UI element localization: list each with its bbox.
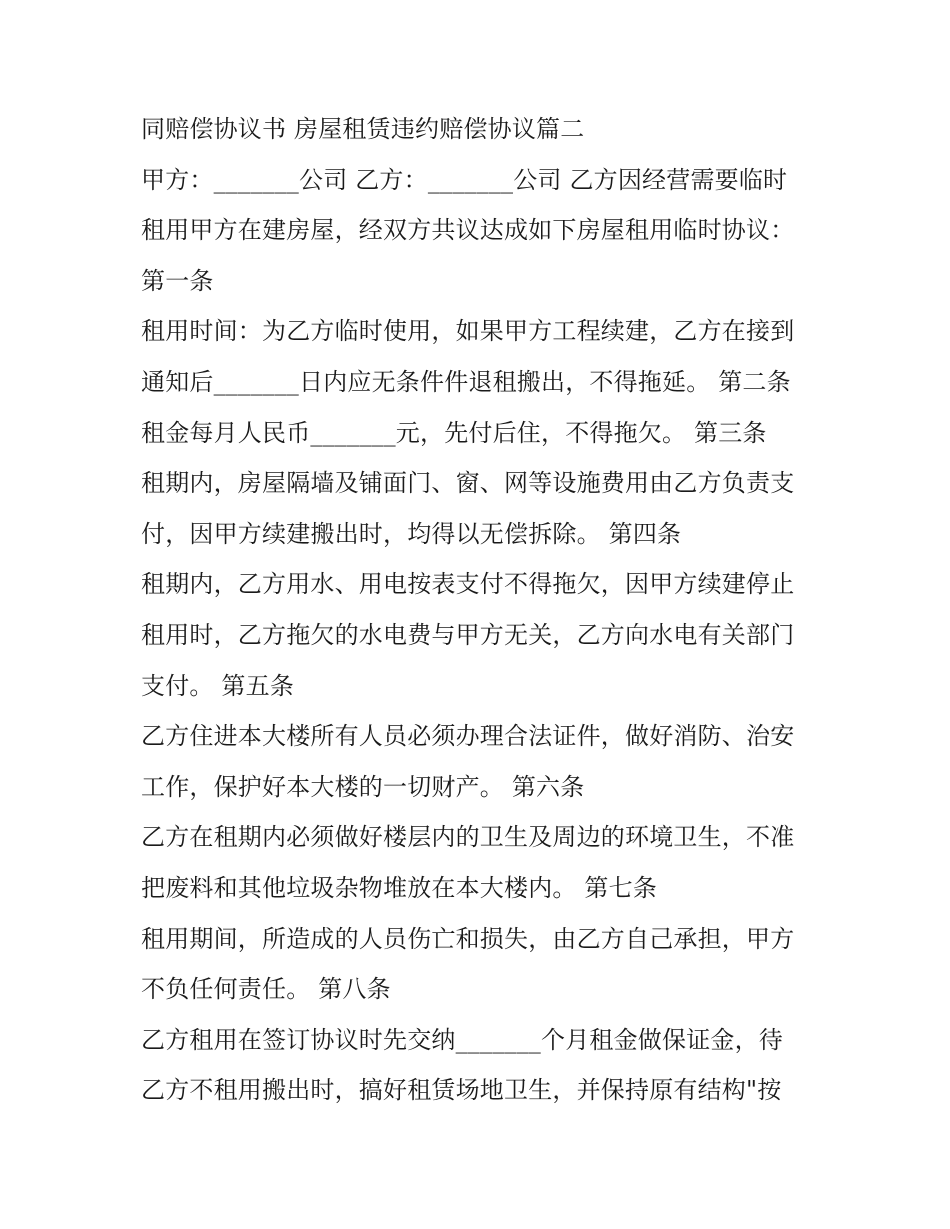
text-line: 通知后_______日内应无条件件退租搬出，不得拖延。 第二条 [141, 367, 791, 396]
text-line: 不负任何责任。 第八条 [141, 975, 391, 1004]
text-line: 乙方住进本大楼所有人员必须办理合法证件，做好消防、治安 [141, 722, 795, 751]
text-line: 租金每月人民币_______元，先付后住，不得拖欠。 第三条 [141, 418, 767, 447]
document-title-line: 同赔偿协议书 房屋租赁违约赔偿协议篇二 [141, 115, 585, 143]
text-line: 支付。 第五条 [141, 671, 295, 700]
text-line: 工作，保护好本大楼的一切财产。 第六条 [141, 772, 585, 801]
text-line: 乙方在租期内必须做好楼层内的卫生及周边的环境卫生，不准 [141, 823, 795, 852]
text-line: 租用时，乙方拖欠的水电费与甲方无关，乙方向水电有关部门 [141, 620, 795, 649]
text-line: 把废料和其他垃圾杂物堆放在本大楼内。 第七条 [141, 873, 658, 902]
text-line: 租用期间，所造成的人员伤亡和损失，由乙方自己承担，甲方 [141, 924, 795, 953]
text-line: 乙方租用在签订协议时先交纳_______个月租金做保证金，待 [141, 1025, 783, 1054]
text-line: 乙方不租用搬出时，搞好租赁场地卫生，并保持原有结构"按 [141, 1076, 782, 1105]
text-line: 甲方：_______公司 乙方：_______公司 乙方因经营需要临时 [141, 165, 788, 194]
text-line: 租期内，房屋隔墙及铺面门、窗、网等设施费用由乙方负责支 [141, 469, 795, 498]
text-line: 租期内，乙方用水、用电按表支付不得拖欠，因甲方续建停止 [141, 570, 795, 599]
text-line: 付，因甲方续建搬出时，均得以无偿拆除。 第四条 [141, 519, 682, 548]
text-line: 租用时间：为乙方临时使用，如果甲方工程续建，乙方在接到 [141, 317, 795, 346]
text-line: 租用甲方在建房屋，经双方共议达成如下房屋租用临时协议： [141, 216, 795, 245]
article-heading: 第一条 [141, 266, 214, 295]
agreement-body [141, 104, 821, 1116]
